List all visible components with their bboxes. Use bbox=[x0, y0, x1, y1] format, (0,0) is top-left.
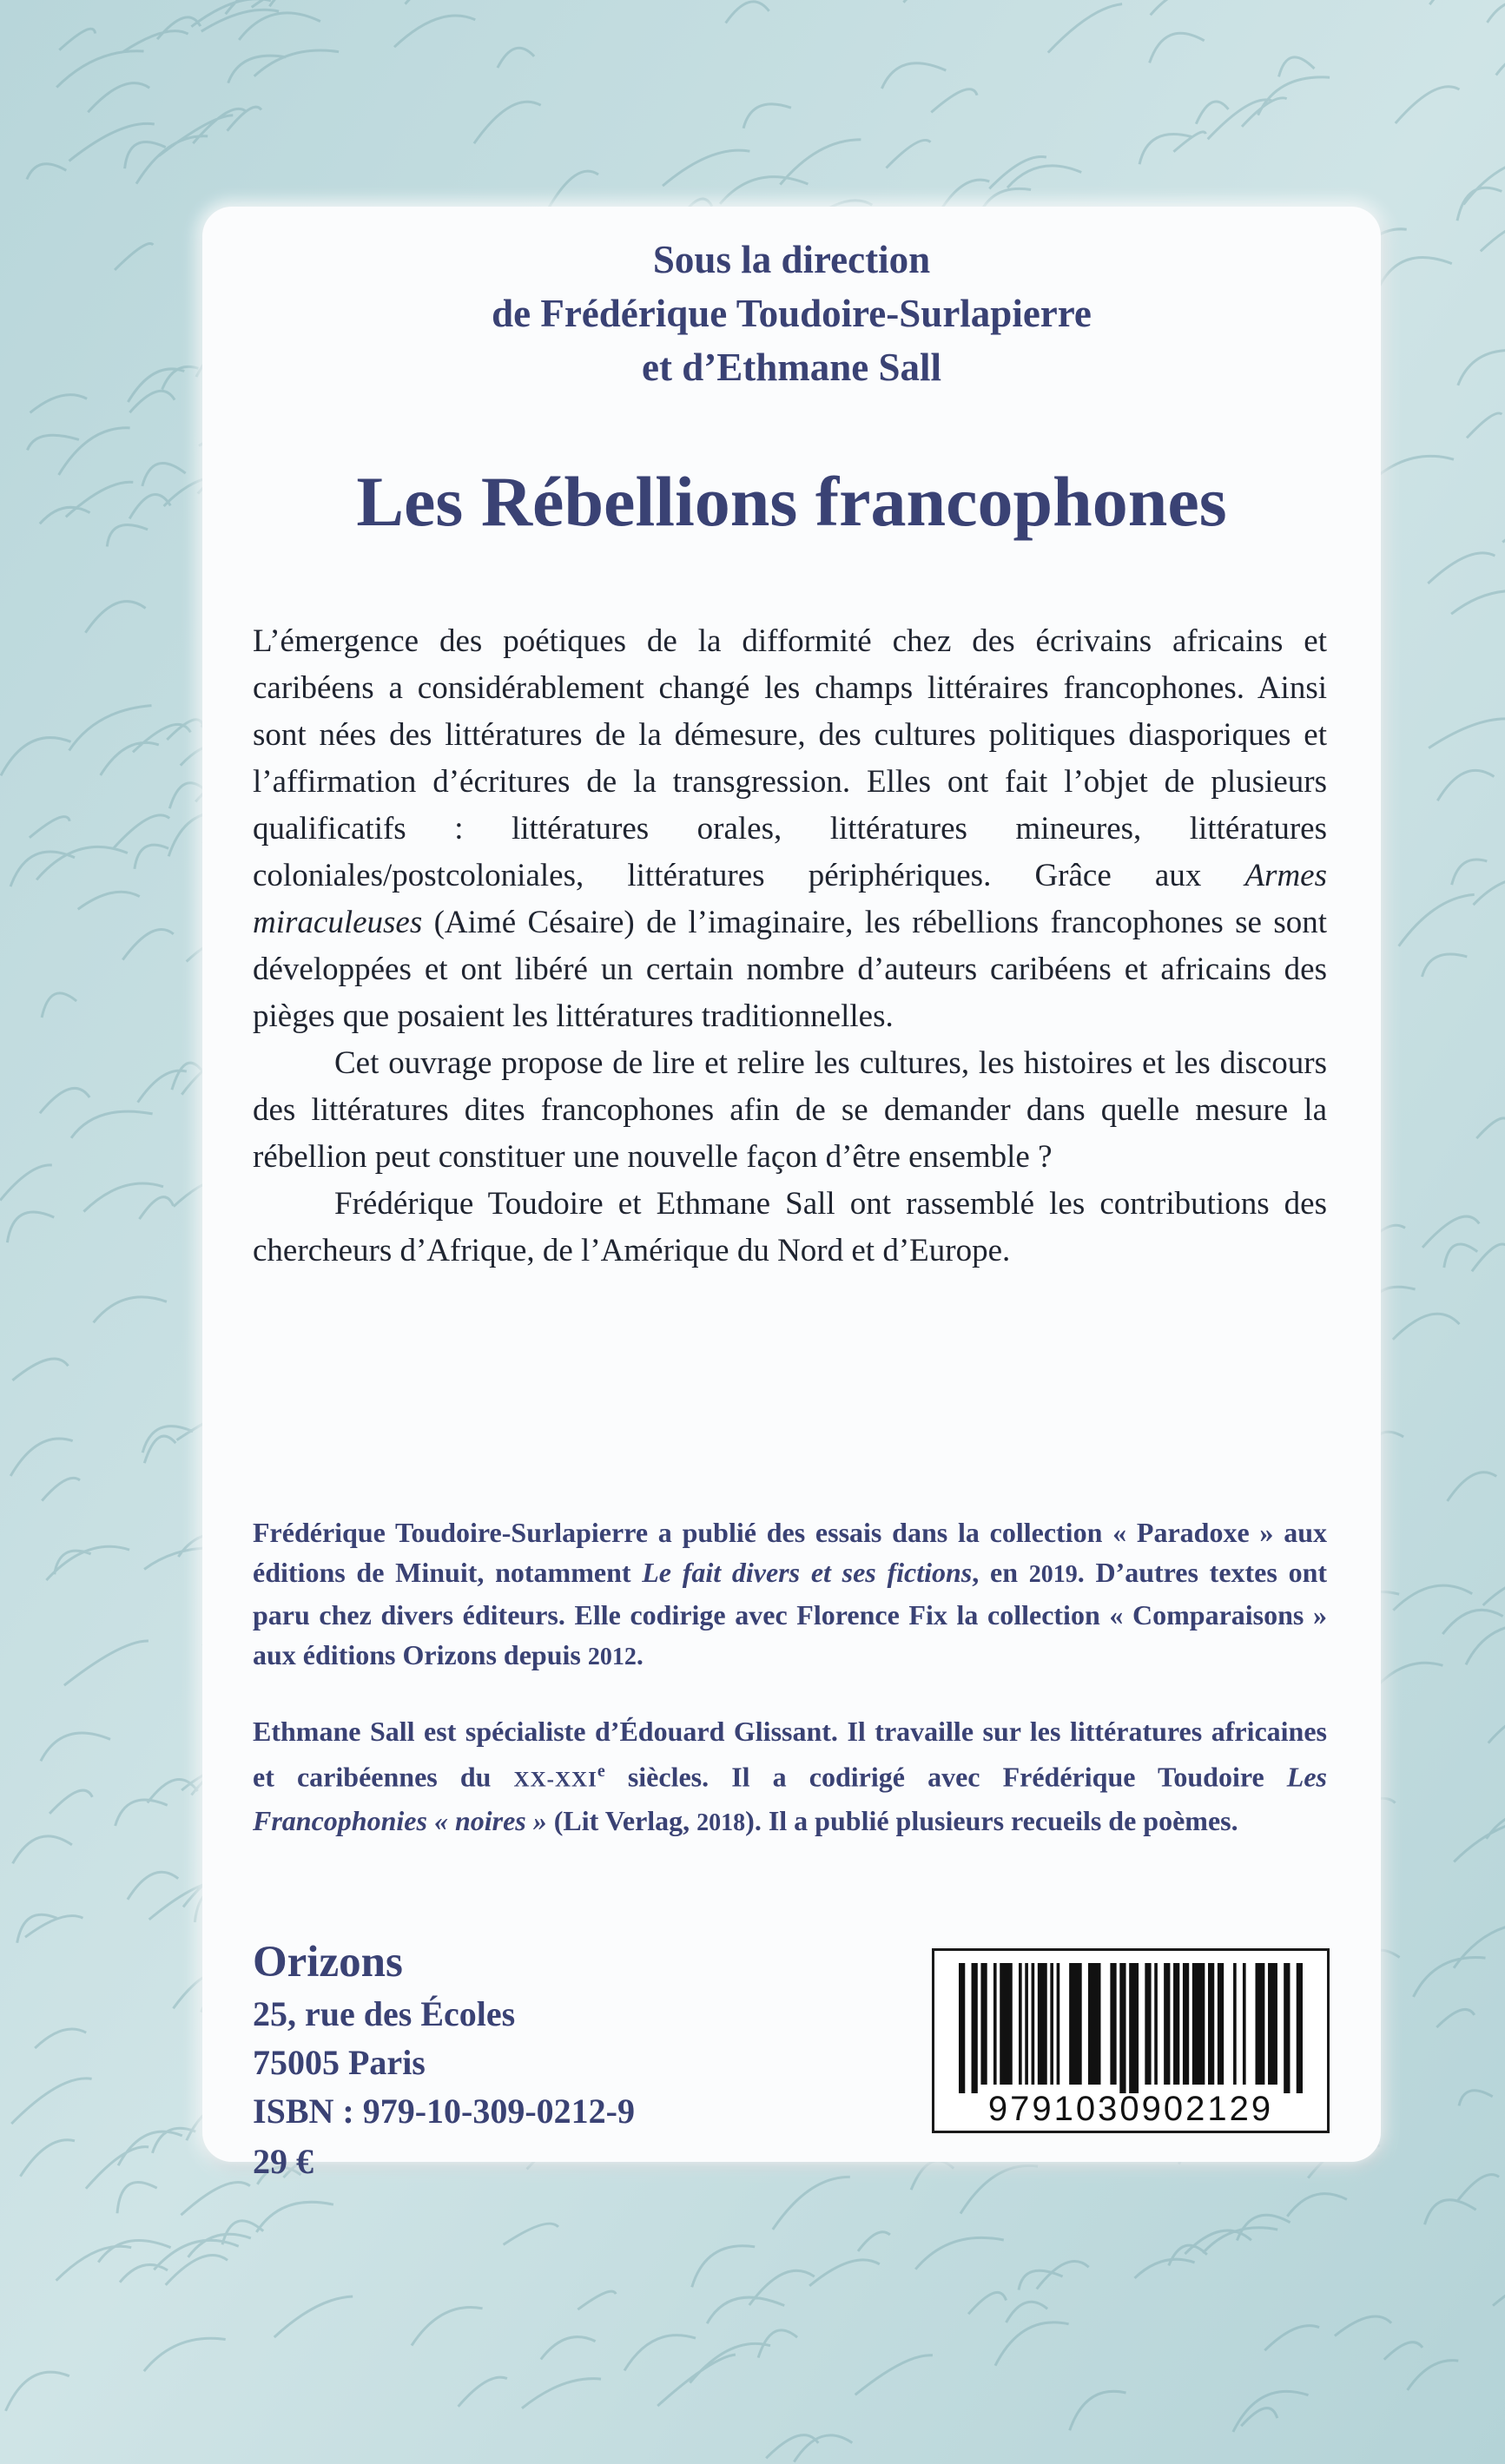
price: 29 € bbox=[253, 2142, 314, 2181]
isbn: ISBN : 979-10-309-0212-9 bbox=[253, 2092, 635, 2131]
summary-paragraph-3: Frédérique Toudoire et Ethmane Sall ont rassemblé les contributions des chercheurs d’Afrique, de l’Amérique du Nord et d’Europe. bbox=[253, 1186, 1327, 1268]
barcode-bar bbox=[1218, 1963, 1224, 2085]
byline-line-3: et d’Ethmane Sall bbox=[641, 346, 941, 389]
summary-p1-start: L’émergence des poétiques de la difformité chez des écrivains africains et caribéens a considérablement changé les champs littéraires francophones. Ainsi sont nées des littératures de la démesure, des cultures politiques diasporiques et l’affirmation d’écritures de la transgression. Elles ont fait l’objet de plusieurs qualificatifs : littératures orales, littératures mineures, littératures coloniales/postcoloniales, littératures périphériques. Grâce aux bbox=[253, 623, 1327, 893]
barcode-bar bbox=[1050, 1963, 1053, 2085]
barcode-bar bbox=[1145, 1963, 1151, 2085]
barcode-digits: 9791030902129 bbox=[987, 2090, 1274, 2128]
barcode-bar bbox=[1192, 1963, 1205, 2085]
barcode-bar bbox=[1110, 1963, 1116, 2085]
barcode-bar bbox=[959, 1963, 965, 2093]
bio1-text-4: . bbox=[636, 1639, 644, 1670]
barcode-bar bbox=[1183, 1963, 1189, 2085]
summary-p1-end: (Aimé Césaire) de l’imaginaire, les rébellions francophones se sont développées et ont libéré un certain nombre d’auteurs caribéens et africains des pièges que posaient les littératures traditionnelles. bbox=[253, 905, 1327, 1034]
barcode-bar bbox=[1233, 1963, 1237, 2085]
bio1-text-2: , en bbox=[972, 1557, 1029, 1588]
publisher-name: Orizons bbox=[253, 1938, 403, 1986]
barcode-bar bbox=[1243, 1963, 1246, 2085]
barcode-bar bbox=[1154, 1963, 1158, 2085]
summary-paragraph-1 bbox=[253, 618, 1327, 1040]
bio-toudoire bbox=[253, 1512, 1327, 1677]
byline-line-2: de Frédérique Toudoire-Surlapierre bbox=[492, 292, 1092, 335]
editors-byline bbox=[202, 233, 1381, 394]
bio2-text-3: (Lit Verlag, bbox=[546, 1804, 697, 1836]
bio-sall-text bbox=[253, 1711, 1327, 1843]
publisher-city: 75005 Paris bbox=[253, 2043, 426, 2082]
publisher-street: 25, rue des Écoles bbox=[253, 1994, 516, 2033]
barcode-bar bbox=[980, 1963, 987, 2085]
barcode-bar bbox=[1284, 1963, 1290, 2093]
bio2-centuries: XX-XXI bbox=[513, 1768, 597, 1792]
publisher-block bbox=[253, 1934, 635, 2186]
barcode-bar bbox=[1129, 1963, 1139, 2093]
summary-p1-italic: Armes miraculeuses bbox=[253, 858, 1327, 940]
barcode-bar bbox=[1268, 1963, 1277, 2085]
byline-line-1: Sous la direction bbox=[652, 238, 931, 281]
back-cover-panel bbox=[202, 207, 1381, 2181]
barcode-bar bbox=[1025, 1963, 1028, 2085]
bio1-year-1: 2019 bbox=[1028, 1561, 1078, 1588]
summary-paragraph-2: Cet ouvrage propose de lire et relire les cultures, les histoires et les discours des littératures dites francophones afin de se demander dans quelle mesure la rébellion peut constituer une nouvelle façon d’être ensemble ? bbox=[253, 1045, 1327, 1175]
barcode-bar bbox=[1173, 1963, 1179, 2085]
bio2-year: 2018 bbox=[696, 1808, 746, 1836]
barcode-bar bbox=[972, 1963, 978, 2093]
bio1-text-3: . D’autres textes ont paru chez divers éditeurs. Elle codirige avec Florence Fix la collection « Comparaisons » aux éditions Orizons depuis bbox=[253, 1557, 1328, 1670]
barcode-bar bbox=[1208, 1963, 1214, 2085]
barcode-bar bbox=[1038, 1963, 1047, 2085]
bio2-text-1: Ethmane Sall est spécialiste d’Édouard Glissant. Il travaille sur les littératures africaines et caribéennes du bbox=[253, 1716, 1327, 1793]
barcode-bar bbox=[1088, 1963, 1101, 2085]
barcode-bar bbox=[993, 1963, 997, 2085]
book-title: Les Rébellions francophones bbox=[356, 462, 1227, 541]
bio2-sup: e bbox=[597, 1762, 605, 1781]
bio1-italic: Le fait divers et ses fictions bbox=[642, 1557, 973, 1588]
bio-sall bbox=[253, 1711, 1327, 1843]
bio1-text-1: Frédérique Toudoire-Surlapierre a publié des essais dans la collection « Paradoxe » aux éditions de Minuit, notamment bbox=[253, 1517, 1327, 1588]
barcode-bar bbox=[1000, 1963, 1013, 2085]
barcode-bar bbox=[1297, 1963, 1303, 2093]
barcode-bar bbox=[1019, 1963, 1022, 2085]
barcode-bar bbox=[1164, 1963, 1170, 2085]
barcode-bar bbox=[1119, 1963, 1125, 2093]
bio2-text-4: ). Il a publié plusieurs recueils de poèmes. bbox=[745, 1804, 1238, 1836]
bio-toudoire-text bbox=[253, 1512, 1327, 1677]
barcode-bar bbox=[1069, 1963, 1082, 2085]
barcode-bar bbox=[1256, 1963, 1265, 2085]
isbn-barcode bbox=[932, 1948, 1330, 2133]
bio2-italic: Les Francophonies « noires » bbox=[253, 1761, 1327, 1836]
barcode-bar bbox=[1032, 1963, 1035, 2085]
book-summary bbox=[253, 618, 1327, 1275]
bio2-text-2: siècles. Il a codirigé avec Frédérique Toudoire bbox=[604, 1761, 1287, 1793]
barcode-bar bbox=[1057, 1963, 1060, 2085]
bio1-year-2: 2012 bbox=[587, 1644, 637, 1670]
